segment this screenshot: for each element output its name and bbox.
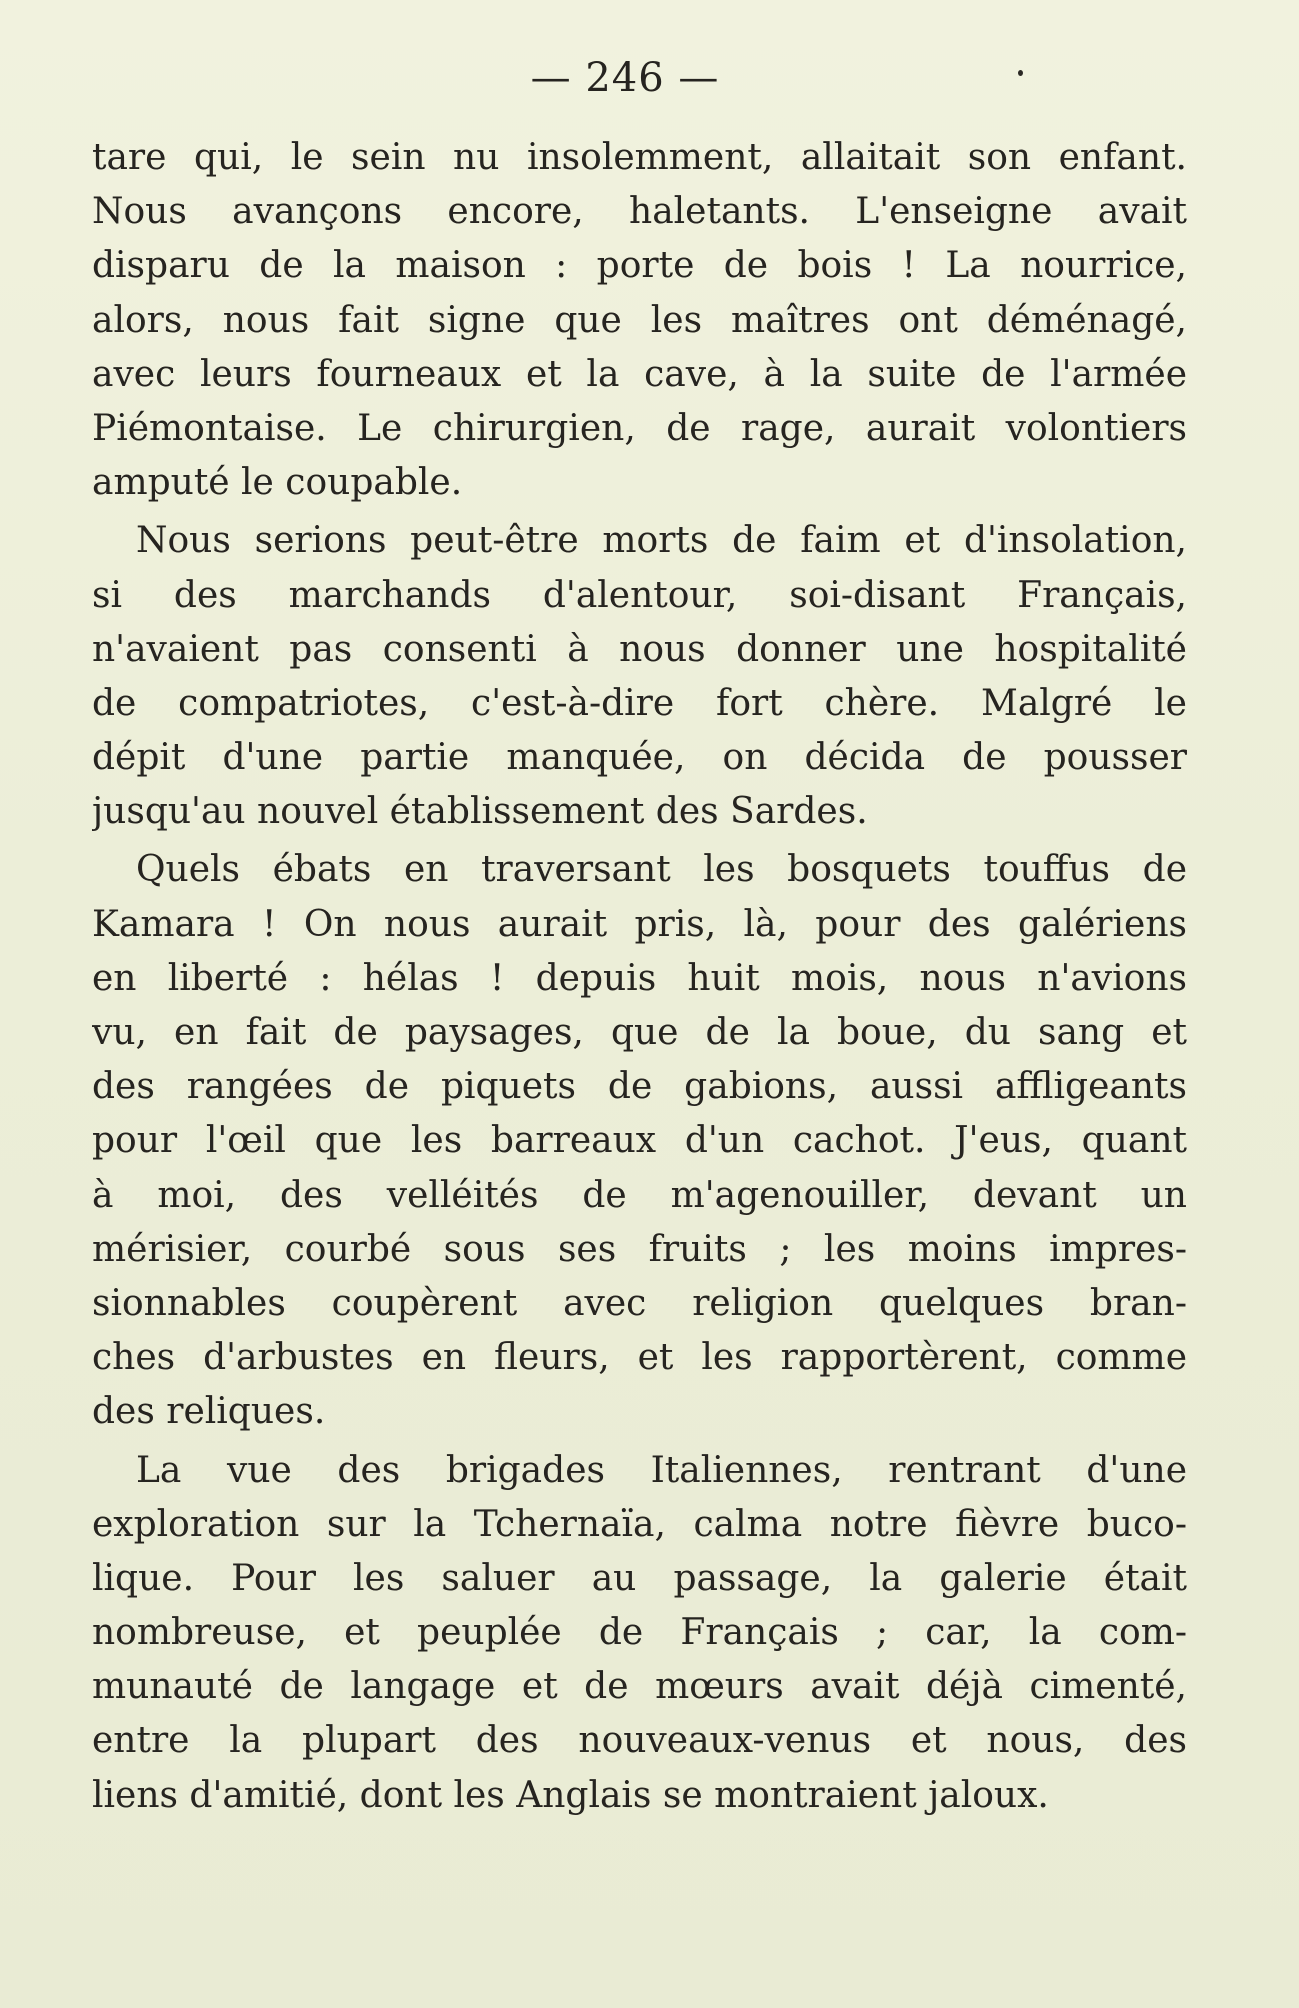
text-line: avec leurs fourneaux et la cave, à la suite de l'armée	[92, 353, 1187, 395]
body-text	[92, 131, 1187, 1823]
text-line: de compatriotes, c'est-à-dire fort chère. Malgré le	[92, 682, 1187, 724]
text-line: si des marchands d'alentour, soi-disant Français,	[92, 574, 1187, 616]
text-line: pour l'œil que les barreaux d'un cachot. J'eus, quant	[92, 1120, 1187, 1162]
text-line: entre la plupart des nouveaux-venus et nous, des	[92, 1720, 1187, 1762]
ink-speck	[1018, 70, 1023, 76]
text-line: Quels ébats en traversant les bosquets touffus de	[136, 849, 1187, 891]
text-line: munauté de langage et de mœurs avait déjà cimenté,	[92, 1666, 1187, 1708]
text-line: Piémontaise. Le chirurgien, de rage, aurait volontiers	[92, 407, 1187, 449]
text-line: des reliques.	[92, 1391, 326, 1433]
paragraph	[92, 843, 1187, 1439]
text-line: n'avaient pas consenti à nous donner une hospitalité	[92, 628, 1187, 670]
text-line: vu, en fait de paysages, que de la boue, du sang et	[92, 1012, 1187, 1053]
text-line: La vue des brigades Italiennes, rentrant d'une	[136, 1449, 1187, 1491]
text-line: en liberté : hélas ! depuis huit mois, nous n'avions	[92, 957, 1187, 999]
text-line: des rangées de piquets de gabions, aussi affligeants	[92, 1066, 1187, 1108]
text-line: jusqu'au nouvel établissement des Sardes.	[92, 791, 868, 833]
text-line: à moi, des velléités de m'agenouiller, devant un	[92, 1174, 1187, 1216]
text-line: dépit d'une partie manquée, on décida de pousser	[92, 737, 1187, 779]
paragraph	[92, 131, 1187, 510]
text-line: Nous avançons encore, haletants. L'enseigne avait	[92, 191, 1187, 233]
text-line: sionnables coupèrent avec religion quelques bran-	[92, 1282, 1187, 1324]
text-line: nombreuse, et peuplée de Français ; car, la com-	[92, 1612, 1187, 1654]
paragraph	[92, 1444, 1187, 1823]
text-line: tare qui, le sein nu insolemment, allaitait son enfant.	[92, 137, 1187, 178]
text-line: mérisier, courbé sous ses fruits ; les moins impres-	[92, 1228, 1187, 1270]
text-line: amputé le coupable.	[92, 462, 463, 504]
text-line: Nous serions peut-être morts de faim et d'insolation,	[136, 520, 1187, 562]
text-line: exploration sur la Tchernaïa, calma notre fièvre buco-	[92, 1503, 1187, 1545]
text-line: disparu de la maison : porte de bois ! La nourrice,	[92, 245, 1187, 287]
text-line: liens d'amitié, dont les Anglais se montraient jaloux.	[92, 1774, 1049, 1816]
text-line: lique. Pour les saluer au passage, la galerie était	[92, 1557, 1187, 1599]
text-line: Kamara ! On nous aurait pris, là, pour des galériens	[92, 903, 1187, 945]
text-line: alors, nous fait signe que les maîtres ont déménagé,	[92, 299, 1187, 341]
paragraph	[92, 514, 1187, 839]
page-number: — 246 —	[530, 55, 720, 101]
text-line: ches d'arbustes en fleurs, et les rapportèrent, comme	[92, 1337, 1187, 1379]
